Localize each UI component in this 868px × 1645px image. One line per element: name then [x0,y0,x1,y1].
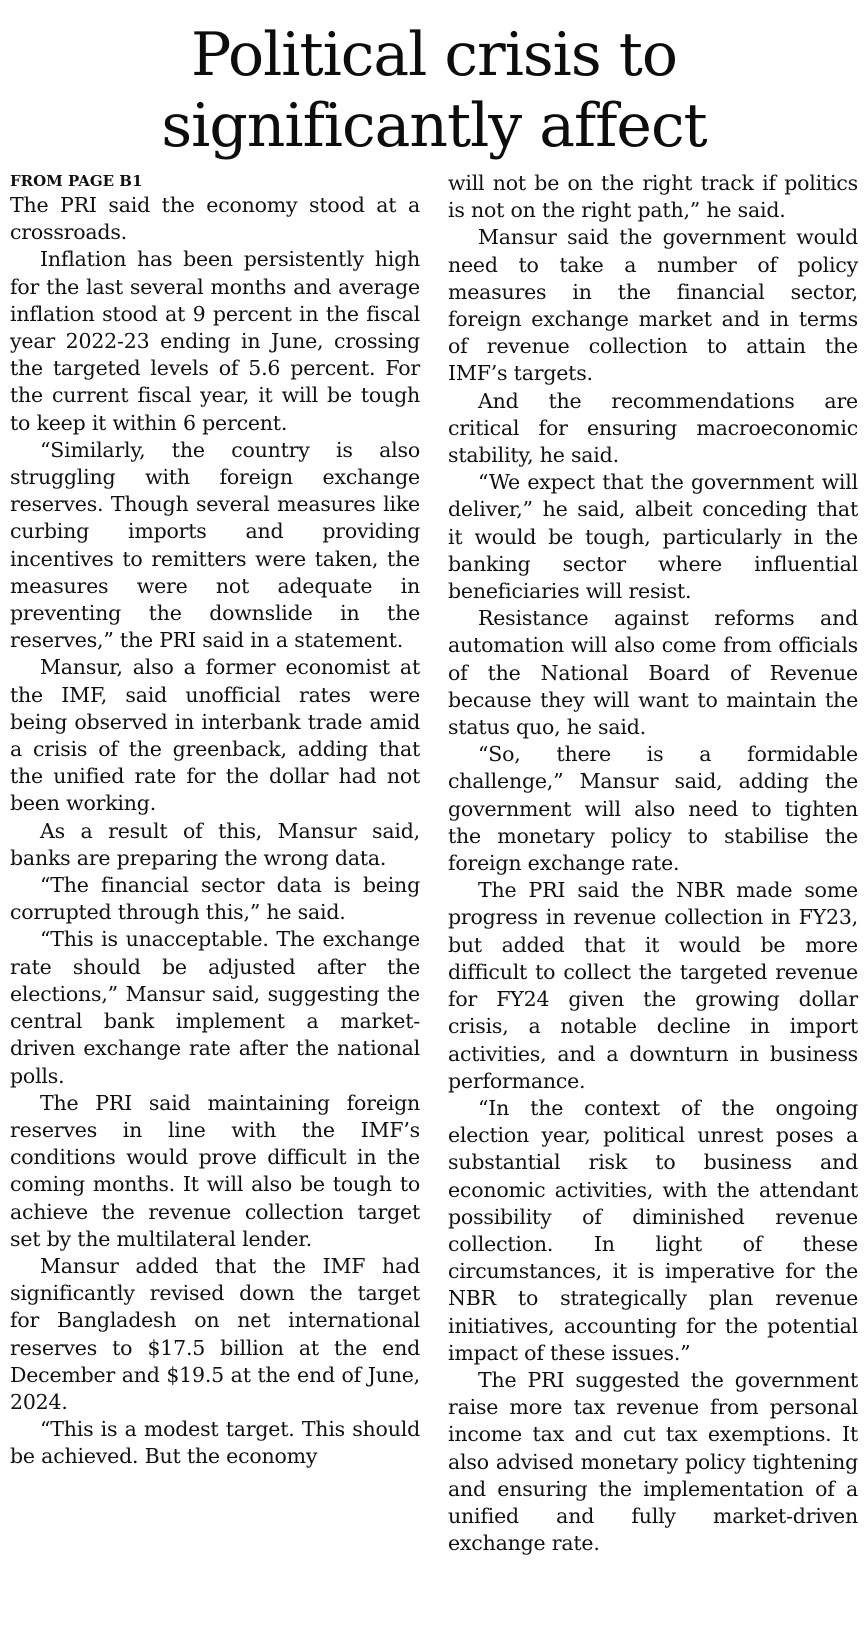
paragraph: Mansur said the government would need to take a number of policy measures in the financial sector, foreign exchange market and in terms of revenue collection to attain the IMF’s targets. [448,225,858,386]
paragraph: The PRI said the economy stood at a crossroads. [10,193,420,245]
paragraph: Inflation has been persistently high for the last several months and average inflation stood at 9 percent in the fiscal year 2022-23 ending in June, crossing the targeted levels of 5.6 percent. For the current fiscal year, it will be tough to keep it within 6 percent. [10,247,420,435]
headline [0,0,868,162]
paragraph: “The financial sector data is being corrupted through this,” he said. [10,873,420,925]
paragraph: “Similarly, the country is also struggling with foreign exchange reserves. Though several measures like curbing imports and providing incentives to remitters were taken, the measures were not adequate in preventing the downslide in the reserves,” the PRI said in a statement. [10,437,420,653]
paragraph: The PRI suggested the government raise more tax revenue from personal income tax and cut tax exemptions. It also advised monetary policy tightening and ensuring the implementation of a unified and fully market-driven exchange rate. [448,1367,858,1556]
paragraph: “This is unacceptable. The exchange rate should be adjusted after the elections,” Mansur said, suggesting the central bank implement a market-driven exchange rate after the national polls. [10,927,420,1088]
paragraph: Resistance against reforms and automation will also come from officials of the National Board of Revenue because they will want to maintain the status quo, he said. [448,606,858,740]
paragraph: “So, there is a formidable challenge,” Mansur said, adding the government will also need to tighten the monetary policy to stabilise the foreign exchange rate. [448,742,858,876]
paragraph: Mansur, also a former economist at the IMF, said unofficial rates were being observed in interbank trade amid a crisis of the greenback, adding that the unified rate for the dollar had not been working. [10,655,420,816]
right-column [448,170,858,1557]
paragraph: “We expect that the government will deliver,” he said, albeit conceding that it would be tough, particularly in the banking sector where influential beneficiaries will resist. [448,470,858,604]
paragraph: The PRI said maintaining foreign reserves in line with the IMF’s conditions would prove difficult in the coming months. It will also be tough to achieve the revenue collection target set by the multilateral lender. [10,1090,420,1251]
paragraph: “This is a modest target. This should be achieved. But the economy [10,1417,420,1469]
paragraph: will not be on the right track if politics is not on the right path,” he said. [448,171,858,223]
left-column [10,170,420,1471]
article-body [0,170,868,1645]
headline-line-2: significantly affect [161,91,707,161]
paragraph: “In the context of the ongoing election year, political unrest poses a substantial risk to business and economic activities, with the attendant possibility of diminished revenue collection. In light of these circumstances, it is imperative for the NBR to strategically plan revenue initiatives, accounting for the potential impact of these issues.” [448,1095,858,1365]
paragraph: Mansur added that the IMF had significantly revised down the target for Bangladesh on net international reserves to $17.5 billion at the end December and $19.5 at the end of June, 2024. [10,1253,420,1414]
paragraph: And the recommendations are critical for ensuring macroeconomic stability, he said. [448,388,858,468]
paragraph: The PRI said the NBR made some progress in revenue collection in FY23, but added that it would be more difficult to collect the targeted revenue for FY24 given the growing dollar crisis, a notable decline in import activities, and a downturn in business performance. [448,878,858,1093]
continuation-kicker: FROM PAGE B1 [10,172,143,190]
paragraph: As a result of this, Mansur said, banks are preparing the wrong data. [10,818,420,870]
headline-line-1: Political crisis to [191,20,677,90]
